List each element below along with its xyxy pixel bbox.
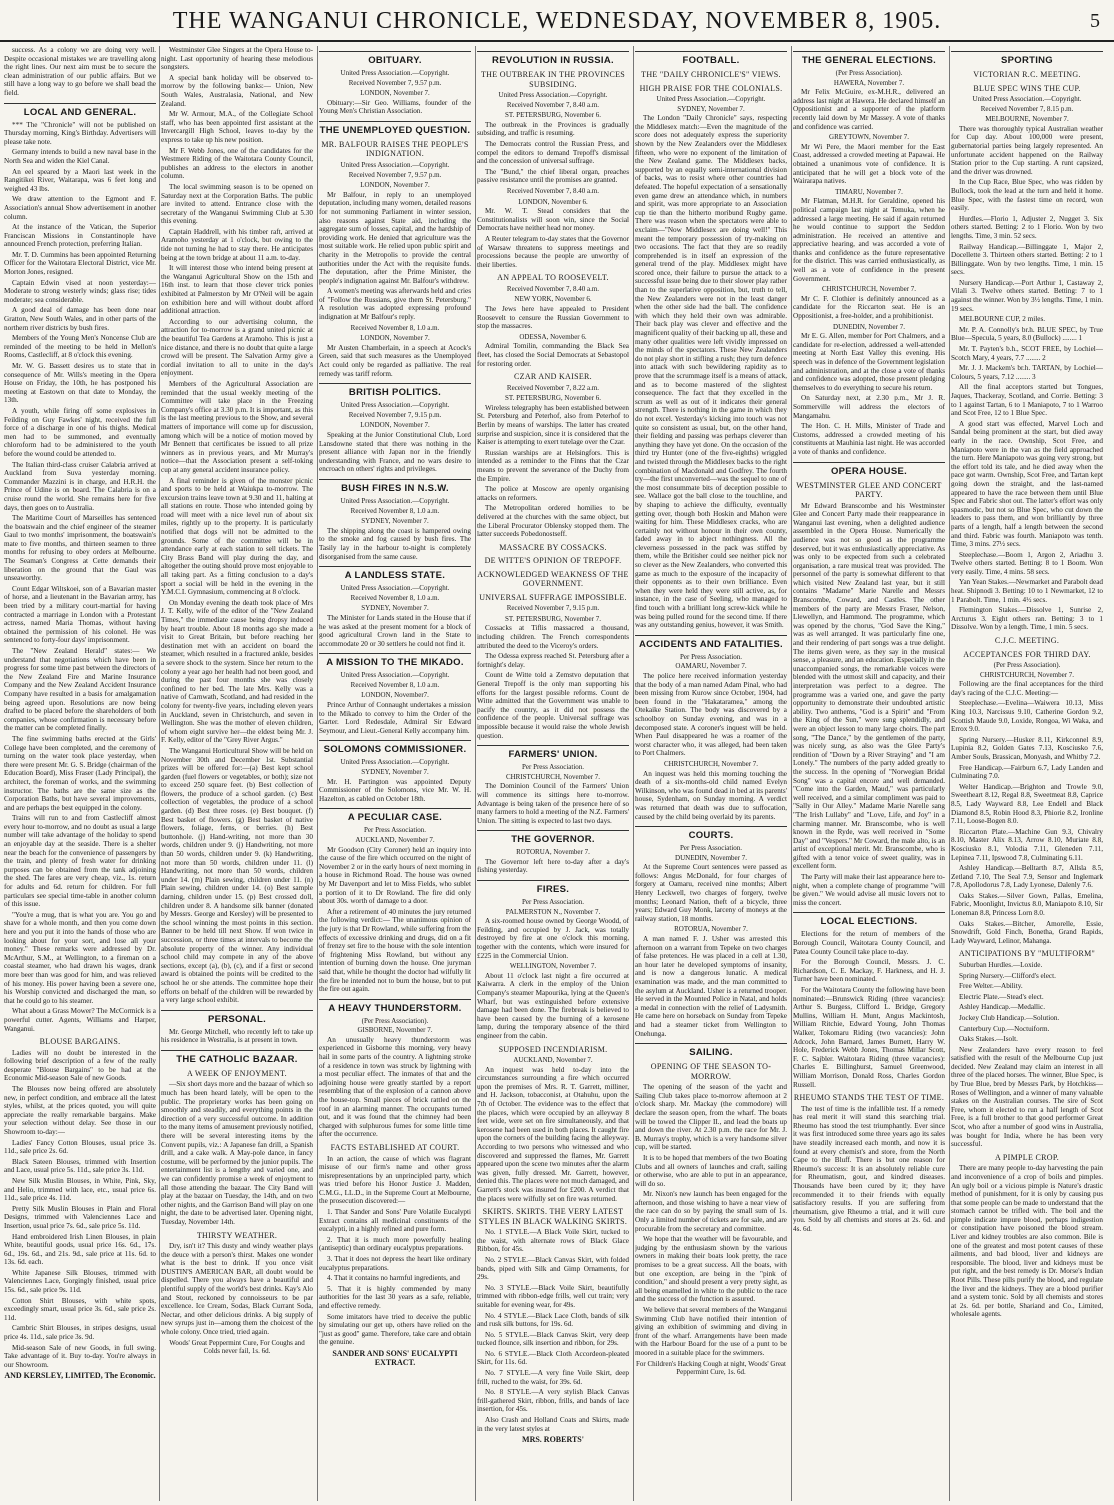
paragraph: The Odessa express reached St. Petersburg after a fortnight's delay. (477, 652, 629, 669)
advertisement-line: For Children's Hacking Cough at night, Woods' Great Peppermint Cure, 1s. 6d. (636, 1359, 786, 1377)
column-6 (793, 46, 945, 1501)
paragraph: Count Edgar Wiltskoei, son of a Bavarian master of horse, and a lieutenant in the Bavarian army, has been tried by a military court-martial for having contracted a marriage in London with a Protestant actress, named Maria Thomas, without having obtained the permission of his colonel. He was sentenced to forty-four days' imprisonment. (4, 584, 156, 645)
dateline-received: Received November 8, 1.0 a.m. (350, 323, 440, 332)
paragraph: Captain Haddrell, with his timber raft, arrived at Aramoho yesterday at 1 o'clock, but owing to the tide not turning he had to stay there. He anticipates being at the town bridge at about 11 a.m. to-day. (161, 227, 313, 262)
paragraph: Cambric Shirt Blouses, in stripes designs, usual price 4s. 11d., sale price 3s. 9d. (4, 1324, 156, 1342)
section-heading: OPERA HOUSE. (793, 462, 945, 477)
paragraph: The Jews here have appealed to President Roosevelt to censure the Russian Government to stop the massacres. (477, 304, 629, 331)
dateline-place: SYDNEY, November 7. (677, 104, 745, 113)
dateline-source: United Press Association.—Copyright. (340, 496, 450, 505)
dateline-place: TIMARU, November 7. (835, 187, 903, 196)
subheading: AN APPEAL TO ROOSEVELT. (497, 273, 609, 283)
subheading: ACKNOWLEDGED WEAKNESS OF THE GOVERNMENT. (477, 569, 629, 589)
dateline-source: Per Press Association. (679, 652, 743, 661)
dateline-received: Received November 7, 8.22 a.m. (506, 383, 600, 392)
paragraph: The Dominion Council of the Farmers' Union will commence its sittings here to-morrow. Advantage is being taken of the presence here of so many farmers to hold a meeting of the N.Z. Farmers' Union. The sitting is expected to last two days. (477, 782, 629, 825)
paragraph: No. 1 STYLE.—A Black Voile Skirt, tucked to the waist, with alternate rows of Black Glace Ribbon, for 45s. (477, 1228, 629, 1254)
paragraph: Canterbury Cup.—Noctuiform. (959, 1024, 1050, 1033)
dateline-received: Received November 7, 8.40 a.m. (506, 100, 600, 109)
paragraph: It will interest those who intend being present at the Wanganui Agricultural Show on the 15th and 16th inst. to learn that those clever trick ponies exhibited at Palmerston by Mr O'Neil will be again on exhibition here and will without doubt afford additional attraction. (161, 264, 313, 316)
section-heading: COURTS. (635, 826, 787, 841)
dateline-source: United Press Association.—Copyright. (340, 584, 450, 593)
paragraph: Mid-season Sale of new Goods, in full swing. Take advantage of it. Buy to-day. You're always in our Showroom. (4, 1343, 156, 1369)
advertisement-line: Woods' Great Peppermint Cure, For Coughs and Colds never fail, 1s. 6d. (169, 1338, 305, 1356)
paragraph: The police here received information yesterday that the body of a man named Adam Pinal, who had been missing from Kurow since October, 1904, had been found in the "Hakataramea," among the Otekaike Station. The body was discovered by a schoolboy on Sunday evening, and was in a decomposed state. A coroner's inquest will be held. When Paul disappeared he was a roamer of the worst character who, it was alleged, had been taken to Port Chalmers. (635, 672, 787, 758)
paragraph: Mr Edward Branscombe and his Westminster Glee and Concert Party made their reappearance in Wanganui last evening, when a delighted audience assembled in the Opera House. Numerically the audience was not so good as the programme deserved, but it was enthusiastically appreciative. As was only to be expected from such a celebrated organisation, a rare musical treat was provided. The personnel of the party is somewhat different to that which visited New Zealand last year, but it still contains "Madame" Marie Narelle and Messrs Branscombe, Coward, and Castles. The other members of the party are Messrs Fraser, Nelson, Llewellyn, and Hammond. The programme, which was opened by the chorus, "God Save the King," was as well arranged. It was particularly fine one, and their rendering of part songs was a true delight. The items given were, as they say in the musical sense, a pleasure, and an education. Especially in the unaccompanied songs, the remarkable voices were blended with the utmost skill and capacity, and their interpretation was perfect to a degree. The programme was a varied one, and gave the party opportunity to demonstrate their undoubted artistic ability. Two anthems, "God is a Spirit" and "From the King of the Sun," were sung splendidly, and were an object lesson to many large choirs. The part song, "The Dance," by the gentlemen of the party, was nicely sung, as also was the Glee Party's rendition of "Down by a River Straying" and "I am Lonely." The numbers of the party added greatly to the success. In the opening of "Norwegian Bridal Song" was a capital encore and well demanded. "Come into the Garden, Maud," was particularly well received, and a similar compliment was paid to "Sally in Our Alley." Madame Marie Narelle sang "The Irish Lullaby" and "Love, Life, and Joy" in a charming manner. Mr. Branscombe, who is well known in the Ryde, was well received in "Some Day" and "Vespers." Mr Coward, the male alto, is an artist of exceptional merit. Mr. Branscombe, who is gifted with a tenor voice of sweet quality, was in excellent form. (793, 501, 945, 871)
subheading: MR. BALFOUR RAISES THE PEOPLE'S INDIGNATION. (321, 139, 469, 159)
paragraph: A youth, while firing off some explosives in Feilding on Guy Fawkes' night, received the full force of a discharge in one of his thighs. Medical men had to be summoned, and eventually chloroform had to be administered to the youth before the wound could be attended to. (4, 406, 156, 458)
dateline-place: DUNEDIN, November 7. (675, 853, 747, 862)
dateline-place: OAMARU, November 7. (675, 662, 747, 671)
paragraph: Russian warships are at Helsingfors. This is intended as a reminder to the Finns that the Czar means to prevent the severance of the Duchy from the Empire. (477, 448, 629, 483)
dateline-place: ODESSA, November 6. (519, 332, 587, 341)
section-heading: BRITISH POLITICS. (319, 383, 471, 398)
paragraph: In the Cup Race, Blue Spec, who was ridden by Bullock, took the lead at the turn and held it home. Blue Spec, with the fastest time on record, won easily. (951, 178, 1103, 213)
paragraph: Trains will run to and from Castlecliff almost every hour to-morrow, and no doubt as usual a large number will take advantage of the holiday to spend an enjoyable day at the seaside. There is a shelter near the beach for the convenience of passengers by the train, and plenty of fresh water for drinking purposes can be obtained from the tank adjoining the shed. The fares are very cheap, viz., 1s. return for adults and 6d. return for children. For full particulars see special time-table in another column of this issue. (4, 814, 156, 909)
dateline-place: LONDON, November 7. (360, 334, 430, 343)
column-rule (791, 46, 792, 1501)
paragraph: Speaking at the Junior Constitutional Club, Lord Lansdowne stated that there was nothing in the present alliance with Japan nor in the friendly understanding with France, and no wars desire to encroach on others' rights and privileges. (319, 431, 471, 474)
paragraph: Ladies' Fancy Cotton Blouses, usual price 3s. 11d., sale price 2s. 6d. (4, 1138, 156, 1156)
paragraph: We hope that the weather will be favourable, and judging by the enthusiasm shown by the various owners in making their boats look pretty, the race promises to be a great success. All the boats, with but one exception, are being in the "pink of condition," and should present a very pretty sight, as all being enamelled in white to the public to the race and the success of the function is assured. (635, 1235, 787, 1304)
section-heading: LOCAL ELECTIONS. (793, 912, 945, 927)
paragraph: Mr. Nixon's new launch has been engaged for the afternoon, and those wishing to have a near view of the race can do so by paying the small sum of 1s. Only a limited number of tickets are for sale, and are procurable from the secretary and committee. (635, 1190, 787, 1233)
paragraph: Free Handicap.—Fairburn 6.7, Lady Landen and Culminating 7.0. (951, 763, 1103, 781)
subheading: A WEEK OF ENJOYMENT. (187, 1068, 287, 1078)
section-heading: SAILING. (635, 1043, 787, 1058)
paragraph: Spring Nursery.—Clifford's elect. (959, 971, 1056, 980)
paragraph: Mr. T. Payten's b.h., SCOT FREE, by Lochiel—Scotch Mary, 4 years, 7.7 ........ 2 (951, 345, 1103, 362)
paragraph: Spring Nursery.—Husker 8.11, Kirkconnel 8.9, Lupinia 8.2, Golden Gates 7.13, Kosciusko 7.6, Amber Souls, Brassican, Monyash, and Whitby 7.2. (951, 735, 1103, 761)
subheading: HIGH PRAISE FOR THE COLONIALS. (639, 83, 783, 93)
paragraph: The Blouses now being offered are absolutely new, in perfect condition, and embrace all the latest styles, whilst, at the prices quoted, you will quite appreciate the really remarkable bargains. Make your selection without delay. See those in our Showroom to-day:— (4, 1085, 156, 1136)
section-heading: LOCAL AND GENERAL. (4, 103, 156, 118)
dateline-source: United Press Association.—Copyright. (972, 95, 1082, 103)
dateline-place: GREYTOWN, November 7. (829, 133, 909, 142)
paragraph: A good start was effected, Marvel Loch and Sandal being prominent at the start, but died away early in the race. Ownship, Scot Free, and Maniapoto were in the van as the field approached the turn. Here Maniapoto was going very strong, but the effort told its tale, and he died away when the pace got warm. Ownship, Scot Free, and Tartan kept going down the straight, and the last-named appeared to have the race between them until Blue Spec and Fabric shot out. The latter's effort was only spasmodic, but not so Blue Spec, who cut down the leaders to pass them, and won brilliantly by three parts of a length, half a length between the second and third. Fabric was fourth. Maniapoto was tenth. Time, 3 mins. 27½ secs. (951, 419, 1103, 549)
masthead (0, 0, 1114, 42)
paragraph: No. 2 STYLE.—Black Canvas Skirt, with folded bands, piped with Silk and Gimp Ornaments, for 29s. (477, 1255, 629, 1282)
dateline-place: ROTORUA, November 7. (516, 848, 590, 857)
advertisement-line: AND KERSLEY, LIMITED, The Economic. (4, 1371, 156, 1381)
dateline-source: Per Press Association. (521, 763, 585, 772)
section-heading: PERSONAL. (161, 1010, 313, 1025)
dateline-place: SYDNEY, November 7. (361, 517, 429, 526)
dateline-source: United Press Association.—Copyright. (340, 160, 450, 169)
paragraph: On Monday evening the death took place of Mrs J. T. Kelly, wife of the editor of the "New Zealand Times," the immediate cause being dropsy induced by heart trouble. About 18 months ago she made a visit to Great Britain, but before reaching her destination met with an accident on board the steamer, which resulted in a fractured ankle, besides a severe shock to the system. Since her return to the colony a year ago her health had not been good, and during the past four months she was closely confined to her bed. The late Mrs. Kelly was a native of Carnwath, Scotland, and had resided in the colony for twenty-five years, including eleven years in Auckland, seven in Christchurch, and seven in Wellington. She was the mother of eleven children, of whom eight survive her—the eldest being Mr. J. F. Kelly, editor of the "Grey River Argus." (161, 598, 313, 745)
paragraph: Flemington Stakes.—Dissolve 1, Sunrise 2, Arcturus 3. Eight others ran. Betting: 3 to 1 Dissolve. Won by a length. Time, 1 min. 5 secs. (951, 606, 1103, 632)
paragraph: Admiral Tomilin, commanding the Black Sea fleet, has closed the Social Democrats at Sebastopol for restoring order. (477, 342, 629, 368)
section-heading: SOLOMONS COMMISSIONER. (319, 740, 471, 755)
paragraph: MELBOURNE CUP, 2 miles. (959, 315, 1046, 324)
subheading: THE OUTBREAK IN THE PROVINCES SUBSIDING. (480, 70, 626, 89)
column-1 (4, 46, 156, 1501)
paragraph: All the final acceptors started but Tongues, Jaques, Thackeray, Scotland, and Corrie. Betting: 3 to 1 against Tartan, 6 to 1 Maniapoto, 7 to 1 Warroo and Scot Free, 12 to 1 Blue Spec. (951, 383, 1103, 418)
paragraph: Oaks Stakes.—Bitcher, Amorelle, Essie, Snowdrift, Gold Finch, Bonetha, Grand Rapids, Lady Wayward, Lelinor, Mahanga. (951, 919, 1103, 945)
paragraph: No. 3 STYLE.—Black Voile Skirt, beautifully trimmed with ribbon-edge frills, well cut train; very suitable for evening wear, for 49s. (477, 1283, 629, 1309)
dateline-place: WELLINGTON, November 7. (509, 962, 597, 971)
paragraph: No. 4 STYLE.—Black Lace Cloth, bands of silk and rusk silk buttons, for 19s. 6d. (477, 1311, 629, 1329)
paragraph: *** The "Chronicle" will not be published on Thursday morning, King's Birthday. Advertisers will please take note. (4, 120, 156, 146)
section-heading: FARMERS' UNION. (477, 745, 629, 760)
paragraph: Mr. George Mitchell, who recently left to take up his residence in Westralia, is at present in town. (161, 1027, 313, 1045)
paragraph: Mr. H. Partington was appointed Deputy Commissioner of the Solomons, vice Mr. W. H. Hazelton, as cabled on October 18th. (319, 777, 471, 803)
paragraph: An unusually heavy thunderstorm was experienced in Gisborne this morning, very heavy hail in some parts of the country. A lightning stroke of a residence in town was struck by lightning with a most peculiar effect. The inmates of that and the adjoining house were greatly startled by a report resembling that of the explosion of a cannon above the house-top. Small pieces of brick rattled on the roof in an alarming manner. The occupants turned out, and it was found that the chimney had been charged with sulphurous fumes for some little time after the occurrence. (319, 1035, 471, 1139)
paragraph: Steeplechase.—Evelina—Waiwera 10.13, Miss King 10.3, Narcissus 9.10, Catherine Gordon 9.2, Scottish Maude 9.0, Loxide, Rongoa, Wi Waka, and Errox 9.0. (951, 699, 1103, 734)
paragraph: Yan Yean Stakes.—Newmarket and Parabolt dead heat. Shipnodi 3. Betting: 10 to 1 Newmarket, 12 to 1 Parabolt. Time, 1 min. 4½ secs. (951, 578, 1103, 604)
column-5 (635, 46, 787, 1501)
section-heading: ACCIDENTS AND FATALITIES. (635, 635, 787, 650)
section-heading: THE GENERAL ELECTIONS. (793, 51, 945, 66)
paragraph: No. 6 STYLE.—Black Cloth Accordeon-pleated Skirt, for 11s. 6d. (477, 1349, 629, 1367)
paragraph: Mr F. Webb Jones, one of the candidates for the Westmere Riding of the Waitotara County Council, publishes an address to the electors in another column. (161, 146, 313, 181)
paragraph: On Saturday next, at 2.30 p.m., Mr J. R. Sommerville will address the electors of Mangamahu. (793, 394, 945, 420)
paragraph: Cotton Shirt Blouses, with white spots, exceedingly smart, usual price 3s. 6d., sale price 2s. 11d. (4, 1296, 156, 1322)
dateline-place: CHRISTCHURCH, November 7. (821, 285, 917, 294)
paragraph: Germany intends to build a new naval base in the North Sea and widen the Kiel Canal. (4, 148, 156, 165)
paragraph: Mr Wi Pere, the Maori member for the East Coast, addressed a crowded meeting at Papawai. He obtained a unanimous vote of confidence. It is anticipated that he will get a block vote of the Wairarapa natives. (793, 142, 945, 186)
dateline-received: Received November 8, 1.0 a.m. (350, 506, 440, 515)
dateline-received: Received November 7, 9.15 p.m. (506, 604, 600, 613)
column-rule (317, 46, 318, 1501)
paragraph: A good deal of damage has been done near Gratton, New South Wales, and in other parts of the northern river districts by bush fires. (4, 306, 156, 332)
paragraph: No. 5 STYLE.—Black Canvas Skirt, very deep tucked flounce, silk insertion and ribbon, for 29s. (477, 1330, 629, 1348)
paragraph: A man named F. J. Usher was arrested this afternoon on a warrant from Tepeke on two charges of false pretences. He was placed in a cell at 1.30, an hour later he developed symptoms of insanity, and is now a dangerous lunatic. A medical examination was made, and the man committed to the asylum at Auckland. Usher is a returned trooper. He served in the Mounted Police in Natal, and holds a medal in connection with the relief of Ladysmith. He came here on horseback on Sunday from Tepeke and had a steamer ticket from Wellington to Onehunga. (635, 935, 787, 1038)
paragraph: A final reminder is given of the monster picnic and sports to be held at Waiukpa to-morrow. The excursion trains leave town at 9.30 and 11, halting at all stations en route. Those who intended going by road will meet with a nice level run of about six miles, rightly up to the property. It is particularly notified that dogs will not be admitted to the grounds. Some of the committee will be in attendance early at each station to sell tickets. The City Brass Band will play during the day, and altogether the outing should prove most enjoyable to all taking part. As a fitting conclusion to a day's sport a social will be held in the evening in the Y.M.C.I. Gymnasium, commencing at 8 o'clock. (161, 476, 313, 597)
paragraph: For the Waitotara County the following have been nominated:—Brunswick Riding (three vacancies): Arthur S. Burgess, Clifford L. Bridge, Gregory Mullins, William H. Munt, Angus Mackintosh, William Ritchie, Edward Young, John Thomas Walker, Tokomaru Riding (two vacancies): John Adcock, John Barnard, James Burnett, Harry W. Hole, Frederick Webb Jones, Thomas Millar Scott, F. C. Sajbler. Waitotara Riding (three vacancies): Charles E. Billinghurst, Samuel Greenwood, William Morrison, Donald Ross, Charles Gordon Russell. (793, 986, 945, 1089)
section-heading: A PECULIAR CASE. (319, 808, 471, 823)
paragraph: Mr. P. A. Connolly's br.h. BLUE SPEC, by True Blue—Specula, 5 years, 8.0 (Bullock) ........ 1 (951, 325, 1103, 343)
column-rule (633, 46, 634, 1501)
paragraph: Black Sateen Blouses, trimmed with Insertion and Lace, usual price 5s. 11d., sale price 3s. 11d. (4, 1157, 156, 1175)
paragraph: Steeplechase.—Boom 1, Argon 2, Ariadhu 3. Twelve others started. Betting: 8 to 1 Boom. Won very easily. Time, 4 mins. 58 secs. (951, 550, 1103, 576)
paragraph: Oaks Stakes.—Silver Gown, Pallas, Emelina, Fabric, Moonlight, Invictus 8.0, Maniapoto 8.10, Sir Loneman 8.8, Princess Lorn 8.0. (951, 891, 1103, 918)
paragraph: Mr C. F. Clothier is definitely announced as a candidate for the Riccarton seat. He is an Oppositionist, a free-holder, and a prohibitionist. (793, 294, 945, 321)
dateline-received: Received November 7, 9.57 p.m. (348, 170, 442, 179)
dateline-source: (Per Press Association). (361, 1016, 429, 1025)
columns-container (4, 46, 1110, 1501)
paragraph: There are many people to-day harvesting the pain and inconvenience of a crop of boils and pimples. An ugly boil or a vicious pimple is Nature's drastic method of punishment, for it is only by causing pus that some people can be made to understand that the stomach cannot be trifled with. The boil and the pimple indicate impure blood, perhaps indigestion or constipation have poisoned the blood stream. Liver and kidney troubles are also common. Bile is one of the greatest and most potent causes of these ailments, and bad blood, liver and kidneys are responsible. The blood, liver and kidneys must be put right, and the best remedy is Dr. Morse's Indian Root Pills. These pills purify the blood, and regulate the liver and the kidneys. They are a blood purifier and a system tonic. Sold by all chemists and stores at 2s. 6d. per bottle, Shariand and Co., Limited, wholesale agents. (951, 1164, 1103, 1319)
subheading: THE "DAILY CHRONICLE'S" VIEWS. (641, 70, 781, 79)
dateline-received: Received November 7, 9.57 p.m. (348, 78, 442, 87)
paragraph: Westminster Glee Singers at the Opera House to-night. Last opportunity of hearing these melodious songsters. (161, 46, 313, 72)
paragraph: Mr. T. D. Cummins has been appointed Returning Officer for the Waitotara Electoral District, vice Mr. Morton Jones, resigned. (4, 250, 156, 277)
column-rule (475, 46, 476, 1501)
dateline-source: Per Press Association. (679, 844, 743, 853)
subheading: DE WITTE'S OPINION OF TREPOFF. (484, 556, 622, 566)
dateline-place: MELBOURNE, November 7. (985, 115, 1069, 124)
paragraph: 4. That it contains no harmful ingredients, and (327, 1274, 461, 1283)
paragraph: The Metropolitan ordered homilies to be delivered at the churches with the same object, but the Liberal Procurator Oblensky stopped them. The latter succeeds Pobedonostseff. (477, 504, 629, 539)
paragraph: What about a Grass Mower? The McCormick is a powerful cutter. Agents, Williams and Harper, Wanganui. (4, 1007, 156, 1033)
section-heading: FIRES. (477, 880, 629, 895)
paragraph: For the Borough Council, Messrs. J. C. Richardson, C. E. Mackay, F. Harkness, and H. J. Turner have been nominated. (793, 958, 945, 984)
section-heading: FOOTBALL. (635, 51, 787, 66)
paragraph: Dry, isn't it? This dusty and windy weather plays the deuce with a person's thirst. Makes one wonder what is the best to drink. If you once visit DUSTIN'S AMERICAN BAR, all doubt would be dispelled. There you always have a beautiful and plentiful supply of the world's best drinks. Kay's Alo and Stout, reckoned by connoisseurs to be par excellence. Ice Cream, Sodas, Black Currant Soda, Nectar, and other delicious drinks. A big supply of new syrups just in—among them the choicest of the whole colony. Once tried, tried again. (161, 1242, 313, 1336)
subheading: THIRSTY WEATHER. (196, 1230, 278, 1240)
paragraph: After a retirement of 40 minutes the jury returned the following verdict:— The unanimous opinion of the jury is that Dr Rowland, while suffering from the effects of excessive drinking and drugs, did on a fit of frenzy set fire to the house with the sole intention of frightening Miss Rowland, but without any intention of burning down the house. One juryman said that, while he thought the doctor had wilfully lit the fire he intended not to burn the house, but to put the fire out again. (319, 907, 471, 994)
paragraph: At the Supreme Court sentences were passed as follows: Angus McDonald, for four charges of forgery at Oamaru, received nine months; Albert Henry Leckwell, two charges of forgery, twelve months; Leonard Nation, theft of a bicycle, three years; Edward Guy Monk, larceny of moneys at the railway station, 18 months. (635, 863, 787, 923)
paragraph: 3. That it does not depress the heart like ordinary eucalyptus preparations. (319, 1255, 471, 1272)
paragraph: The police at Moscow are openly organising attacks on reformers. (477, 485, 629, 502)
paragraph: 5. That it is highly commended by many authorities for the last 30 years as a safe, reliable, and effective remedy. (319, 1284, 471, 1310)
subheading: SKIRTS. SKIRTS. THE VERY LATEST STYLES IN BLACK WALKING SKIRTS. (478, 1207, 628, 1226)
dateline-source: Per Press Association. (363, 826, 427, 835)
paragraph: A six-roomed house owned by George Woodd, of Feilding, and occupied by J. Jack, was totally destroyed by fire at one o'clock this morning, together with the contents, which were insured for £225 in the Commercial Union. (477, 917, 629, 960)
paragraph: A Reuter telegram to-day states that the Governor of Warsaw threatens to suppress meetings and processions because the people are unworthy of their liberties. (477, 234, 629, 269)
dateline-place: CHRISTCHURCH, November 7. (979, 670, 1075, 679)
section-heading: A HEAVY THUNDERSTORM. (319, 999, 471, 1014)
dateline-place: LONDON, November 7. (360, 89, 430, 98)
paragraph: Mr E. G. Allen, member for Port Chalmers, and a candidate for re-election, addressed a well-attended meeting at North East Valley this evening. His speech was in defence of the Government legislation and administration, and at the close a vote of thanks and confidence was adopted, those present pledging themselves to do everything to secure his return. (793, 332, 945, 392)
dateline-source: United Press Association.—Copyright. (340, 671, 450, 680)
paragraph: "You're a mug, that is what you are. You go and shave for a whole month, and then you come down here and you put it into the hands of those who are looking about for your sort, and lose all your money." These remarks were addressed by Dr. McArthur, S.M., at Wellington, to a fireman on a coastal steamer, who had drawn his wages, drank more beer than was good for him, and was relieved of his money. His power having been a severe one, his Worship convicted and discharged the man, so that he could go to his steamer. (4, 910, 156, 1005)
paragraph: Ashley Handicap.—Belltarth 8.7, Allsla 8.5, Zetland 7.10, The Seal 7.9, Sensor and Inglemark 7.8, Apollodorus 7.8, Lady Lyonese, Dalenly 7.6. (951, 864, 1103, 890)
column-rule (159, 46, 160, 1501)
dateline-place: ROTORUA, November 7. (674, 925, 748, 934)
paragraph: At the instance of the Vatican, the Superior Franciscan Missions in Constantinople have announced French protection, preferring Italian. (4, 223, 156, 249)
paragraph: Elections for the return of members of the Borough Council, Waitotara County Council, and Patea County Council take place to-day. (793, 930, 945, 956)
paragraph: Mr. W. T. Stead considers that the Constitutionalists will soon win, since the Social Democrats have neither head nor money. (477, 207, 629, 233)
dateline-received: Received November 7, 8.40 a.m. (506, 284, 600, 293)
paragraph: Mr Goodson (City Coroner) held an inquiry into the cause of the fire which occurred on the night of November 2 or in the early hours of next morning in a house in Richmond Road. The house was owned by Mr Davenport and let to Miss Fields, who sublet a portion of it to Dr Rowland. The fire did only about 30s. worth of damage to a door. (319, 845, 471, 906)
subheading: C.J.C. MEETING. (994, 636, 1060, 646)
paragraph: Count de Witte told a Zemstvo deputation that General Trepoff is the only man supporting his efforts for the largest possible reforms. Count de Witte admitted that the Government was unable to pacify the country, as it did not possess the confidence of the people. Universal suffrage was impossible because it would raise the whole Jewish question. (477, 671, 629, 740)
paragraph: Wireless telegraphy has been established between St. Petersburg and Peterhof, also from Peterhof to Berlin by means of warships. The latter has created surprise and suspicion, since it is considered that the Kaiser is attempting to exert tutelage over the Czar. (477, 403, 629, 447)
paragraph: New Silk Muslin Blouses, in White, Pink, Sky, and Helio, trimmed with lace, etc., usual price 6s. 11d., sale price 4s. 11d. (4, 1176, 156, 1203)
paragraph: Captain Edwin vised at noon yesterday:—Moderate to strong westerly winds; glass rise; tides moderate; sea considerable. (4, 278, 156, 304)
paragraph: White Japanese Silk Blouses, trimmed with Valenciennes Lace, Gorgingly finished, usual price 15s. 6d., sale price 9s. 11d. (4, 1268, 156, 1295)
paragraph: Cossacks at Tiflis massacred a thousand, including children. The French correspondents attributed the deed to the Viceroy's orders. (477, 624, 629, 650)
paragraph: Jockey Club Handicap.—Solution. (959, 1013, 1060, 1022)
dateline-source: United Press Association.—Copyright. (656, 95, 766, 103)
paragraph: An inquest was held to-day into the circumstances surrounding a fire which occurred upon the premises of Mrs. R. T. Garrett, milliner, and H. Jackson, tobacconist, at Otahuhu, upon the 7th of October. The evidence was to the effect that the places, which were occupied by an alleyway 8 feet wide, were set on fire simultaneously, and that kerosene had been used in both places. It caught fire upon the corners of the building facing the alleyway. According to two persons who witnessed and who discovered and suppressed the flames, Mr. Garrett appeared upon the scene two minutes after the alarm was given, fully dressed. Mr. Garrett, however, denied this. The places were not much damaged, and Garrett's stock was insured for £200. A verdict that the places were wilfully set on fire was returned. (477, 1065, 629, 1203)
subheading: CZAR AND KAISER. (514, 372, 592, 382)
section-heading: REVOLUTION IN RUSSIA. (477, 51, 629, 66)
paragraph: Prince Arthur of Connaught undertakes a mission to the Mikado to convey to him the Order of the Garter. Lord Redesdale, Admiral Sir Edward Seymour, and Lieut.-General Kelly accompany him. (319, 701, 471, 735)
paragraph: 2. That it is much more powerfully healing (antiseptic) than ordinary eucalyptus preparations. (319, 1235, 471, 1253)
dateline-received: Received November 7, 9.15 p.m. (348, 410, 442, 419)
paragraph: There was thoroughly typical Australian weather for Cup day. About 100,000 were present, gubernatorial parties being largely represented. An unfortunate accident happened on the Railway Station prior to the Cup starting. A runt capsized, and the driver was drowned. (951, 124, 1103, 176)
section-heading: A LANDLESS STATE. (319, 566, 471, 581)
paragraph: —Six short days more and the bazaar of which so much has been heard lately, will be open to the public. The proprietary works has been going on smoothly and steadily, and everything points in the direction of a very successful outcome. In addition to the many items of amusement previously notified, there will be several interesting items by the Convent pupils, viz.: A Japanese fan drill, a Spanish drill, and a cake walk. A May-pole dance, in fancy costume, will be performed by the junior pupils. The entertainment list is a lengthy and varied one, and we can confidently promise a week of enjoyment to all those attending the bazaar. The City Band will play at the bazaar on Tuesday, the 14th, and on two other nights, and the Garrison Band will play on one night, the date to be advertised later. Opening night, Tuesday, November 14th. (161, 1080, 313, 1226)
paragraph: The Italian third-class cruiser Calabria arrived at Auckland from Suva yesterday morning. Commander Mazzini is in charge, and H.R.H. the Prince of Udine is on board. The Calabria is on a cruise round the world. She remains here for five days, then goes on to Australia. (4, 460, 156, 512)
dateline-place: LONDON, November 7. (360, 181, 430, 190)
dateline-place: DUNEDIN, November 7. (833, 322, 905, 331)
paragraph: Members of the Young Men's Noncense Club are reminded of the meeting to be held in Mellon's Rooms, Castlecliff, at 8 o'clock this evening. (4, 334, 156, 360)
paragraph: Mr. J. J. Mackem's br.h. TARTAN, by Lochiel—Colours, 5 years, 7.12 ........ 3 (951, 364, 1103, 381)
paragraph: Mr Felix McGuire, ex-M.H.R., delivered an address last night at Hawera. He declared himself an Oppositionist and a supporter of the platform recently laid down by Mr Massey. A vote of thanks and confidence was carried. (793, 88, 945, 131)
paragraph: The test of time is the infallible test. If a remedy has real merit it will stand this searching trial. Rheumo has stood the test triumphantly. Ever since it was first introduced some three years ago its sales have steadily increased each month, and now it is found at every chemist's and store, from the North Cape to the Bluff. There is but one reason for Rheumo's success: It is an absolutely reliable cure for Rheumatism, gout, and kindred diseases. Thousands have been cured by it; they have recommended it to their friends with equally satisfactory results. If you are suffering from rheumatism, give Rheumo a trial, and it will cure you. Sold by all chemists and stores at 2s. 6d. and 4s. 6d. (793, 1104, 945, 1233)
page-number: 5 (1090, 10, 1100, 32)
column-rule (949, 46, 950, 1501)
paragraph: Ladies will no doubt be interested in the following brief description of a few of the really desperate "Blouse Bargains" to be had at the Economic Mid-season Sale of new Goods. (4, 1048, 156, 1083)
paragraph: Mr. W. G. Bassett desires us to state that in consequence of Mr. Wills's meeting in the Opera House on Friday, the 10th, he has postponed his meeting at Eastown on that date to Monday, the 13th. (4, 362, 156, 405)
dateline-place: ST. PETERSBURG, November 7. (505, 614, 601, 623)
paragraph: It is to be hoped that members of the two Boating Clubs and all owners of launches and craft, sailing or otherwise, who are able to put in an appearance, will do so. (635, 1153, 787, 1188)
paragraph: No. 8 STYLE.—A very stylish Black Canvas frill-gathered Skirt, ribbon, frills, and bands of lace insertion, for 45s. (477, 1388, 629, 1414)
paragraph: Mr Balfour, in reply to an unemployed deputation, including many women, detailed reasons for not summoning Parliament in winter session, also reasons against State aid, including the aggregate sum of losses, capital, and the hardship of providing work. He denied that agriculture was the most suitable work. He relied upon public spirit and charity in the Metropolis to provide the central authorities under the Act with the requisite funds. The deputation, after the Prime Minister, the people's indignation against Mr. Balfour's withdrew. (319, 190, 471, 285)
paragraph: Free Welter.—Ability. (959, 982, 1023, 991)
masthead-title: THE WANGANUI CHRONICLE, WEDNESDAY, NOVEMBER 8, 1905. (172, 8, 942, 34)
paragraph: An inquest was held this morning touching the death of a six-months-old child named Evelyn Wilkinson, who was found dead in bed at its parents' house, Sydenham, on Sunday morning. A verdict was returned that death was due to suffocation, caused by the child being overlaid by its parents. (635, 769, 787, 821)
paragraph: Ashley Handicap.—Medallic. (959, 1003, 1046, 1012)
paragraph: New Zealanders have every reason to feel satisfied with the result of the Melbourne Cup just decided. New Zealand may claim an interest in all three of the placed horses. The winner, Blue Spec, is by True Blue, bred by Messrs Park, by Hotchkiss—Roses of Wellington, and a winner of many valuable stakes on the Australian courses. The sire of Scot Free, whom it elected to run a half length of Scot Free, is a full brother to that good performer Great Scot, who after a number of good wins in Australia, was bought for India, where he has been very successful. (951, 1045, 1103, 1149)
subheading: BLUE SPEC WINS THE CUP. (973, 83, 1081, 93)
paragraph: We believe that several members of the Wanganui Swimming Club have notified their intention of giving an exhibition of swimming and diving in front of the wharf. Arrangements have been made with the Harbour Board for the use of a punt to be moored in a suitable place for the swimmers. (635, 1306, 787, 1357)
paragraph: According to our advertising column, the attraction for to-morrow is a grand united picnic at the beautiful Tea Gardens at Aramoho. This is just a nice distance, and there is no doubt that quite a large crowd will be present. The Salvation Army give a cordial invitation to all to unite in the day's enjoyment. (161, 317, 313, 378)
subheading: FACTS ESTABLISHED AT COURT. (330, 1143, 460, 1152)
section-heading: SPORTING (951, 51, 1103, 66)
paragraph: The local swimming season is to be opened on Saturday next at the Corporation Baths. The public are invited to attend. Entrance close with the secretary of the Wanganui Swimming Club at 5.30 this evening. (161, 182, 313, 226)
subheading: MASSACRE BY COSSACKS. (499, 542, 607, 552)
paragraph: Riccarton Plate.—Machine Gun 9.3, Chivalry 8.10, Master Alix 8.13, Arrow 8.10, Muriate 8.8, Kosciusko 8.1, Volodia 7.11, Gleneden 7.11, Lepinea 7.11, Ipswood 7.8, Culminating 6.11. (951, 827, 1103, 862)
paragraph: The shipping along the coast is hampered owing to the smoke and fog caused by bush fires. The Tasily lay in the harbour to-night is completely disorganised from the same cause. (319, 526, 471, 561)
paragraph: A special bank holiday will be observed to-morrow by the following banks:— Union, New South Wales, Australasia, National, and New Zealand. (161, 73, 313, 108)
dateline-place: LONDON, November 6. (518, 197, 588, 206)
paragraph: Members of the Agricultural Association are reminded that the usual weekly meeting of the Committee will take place in the Freezing Company's office at 3.30 p.m. It is important, as this is the last meeting previous to the Show, and several matters of importance will come up for discussion, among which will be a notice of motion moved by Mr Bennett that certificates be issued to all prize winners as in previous years, and Mr Murray's notice—that the Association present a self-toking cup at any general accident insurance policy. (161, 379, 313, 474)
dateline-place: AUCKLAND, November 7. (355, 836, 435, 844)
paragraph: The Democrats control the Russian Press, and compel the editors to demand Trepoff's dismissal and the concession of universal suffrage. (477, 139, 629, 166)
paragraph: We draw attention to the Egmont and F. Association's annual Show advertisement in another column. (4, 195, 156, 221)
dateline-source: United Press Association.—Copyright. (340, 401, 450, 410)
advertisement-line: SANDER AND SONS' EUCALYPTI EXTRACT. (332, 1348, 458, 1367)
section-heading: OBITUARY. (319, 51, 471, 66)
paragraph: Hurdles.—Florio 1, Adjuster 2, Nugget 3. Six others started. Betting: 2 to 1 Florio. Won by two lengths. Time, 3 min. 52 secs. (951, 214, 1103, 240)
dateline-source: United Press Association.—Copyright. (498, 91, 608, 99)
paragraph: The London "Daily Chronicle" says, respecting the Middlesex match:—Even the magnitude of the score does not adequately express the superiority shown by the New Zealanders over the Middlesex fifteen, who were no exponent of the limitation of the New Zealand game. The Middlesex backs, supported by an equally semi-international division of backs, was to resist where other countries had defeated. The hopeful expectation of a sensationally even game drew an attendance which, in numbers and spirit, was more appropriate to an Association cup tie than the hitherto moribund Rugby game. There was reason when the spectators were able to exclaim—"Now Middlesex are doing well!" This meant the temporary possession of try-making on two occasions. The fact that they are so readily comprehended is in itself an expression of the general trend of the play. Middlesex might have scored once, their failure to pursue the attack to a successful issue being due to their slower play rather than to the superlative opposition, but, truth to tell, the New Zealanders were not in the least danger when the other side had the ball. The confidence with which they held their own was admirable. Their back play was clever and effective and the magnificent quality of their backing up all, these and many other qualities were left vividly impressed on the minds of the spectators. These New Zealanders do not play short in stifling a rush; they turn defence into attack with such bewildering rapidity as to prove that the scrummage itself is a means of attack, and as to become mastered of the slightest consequence. The fact that they excelled in the scrum as well as out of it indicates their general strength. There is nothing in the game in which they do not excel. Yesterday's kicking into touch was not quite so consistent as usual, but, on the other hand, their fielding and passing was perhaps cleverer than anything they have yet done. On the occasion of the third try Hunter (one of the five-eighths) wriggled and twisted through the Middlesex backs to the right combination of Macdonald and Godfrey. The fourth try—the first unconverted—was the sequel to one of the most consummate bits of deception possible to see. Wallace got the ball close to the touchline, and by shaping to achieve the difficulty, eventually getting over, though both Hoskin and Mahon were waiting for him. These Middlesex cracks, who are certainly not without honour in their own county, faded away in to abject nothingness. All the cleverness possessed in the pack was stiffed by them, while the Britisher could see neither pick nor so clever as the New Zealanders, who converted this game as much to the exposure of the incapacity of their opponents as to their own brilliance. Even when they were held they were still active, as, for instance, in the case of Seeling, who managed to find touch with a brilliant long screw-kick while he was being pulled round for the second time. If there was any outstanding genius, however, it was Smith. (635, 114, 787, 630)
paragraph: Following are the final acceptances for the third day's racing of the C.J.C. Meeting:— (951, 680, 1103, 697)
paragraph: Pretty Silk Muslin Blouses in Plain and Floral Designs, trimmed with Valenciennes Lace and Insertion, usual price 7s. 6d., sale price 5s. 11d. (4, 1204, 156, 1230)
dateline-place: ST. PETERSBURG, November 6. (505, 111, 601, 120)
paragraph: Railway Handicap.—Billinggate 1, Major 2, Docellette 3. Thirteen others started. Betting: 2 to 1 Billinggate. Won by two lengths. Time, 1 min. 15 secs. (951, 242, 1103, 277)
dateline-place: LONDON, November7. (361, 691, 429, 700)
column-7 (951, 46, 1103, 1501)
paragraph: No. 7 STYLE.—A very fine Voile Skirt, deep frill, ruched to the waist, for 39s. 6d. (477, 1369, 629, 1386)
section-heading: THE CATHOLIC BAZAAR. (161, 1050, 313, 1065)
advertisement-line: MRS. ROBERTS' (522, 1435, 584, 1445)
paragraph: The Wanganui Horticultural Show will be held on November 30th and December 1st. Substantial prizes will be offered for:—(a) Best kept school garden (fuel flowers or vegetables, or both); size not to exceed 250 square feet. (b) Best collection of flowers, the produce of a school garden. (c) Best collection of vegetables, the produce of a school garden. (d) Best three roses. (e) Best bouquet. (f) Best basket of flowers. (g) Best basket of native flowers, foliage, ferns, or berries. (h) Best buttonhole. (j) Hand-writing, not more than 30 words, children under 9. (j) Handwriting, not more than 50 words, children under 9. (k) Handwriting, not more than 50 words, children under 11. (l) Handwriting, not more than 50 words, children under 14. (m) Plain sewing, children under 11. (n) Plain sewing, children under 14. (o) Best sample darning, children under 15. (p) Best crossed doll, children under 8. A handsome silk banner (donated by Messrs. George and Kersley) will be presented to the school winning the most points in this section. Banner to be held till next Show. If won twice in succession, or three times at intervals to become the absolute property of the winner. Any individual school child may compete in any of the above sections, except (a), (b), (c), and if a first or second award is obtained the points will be credited to the school he or she attends. The committee hope their efforts on behalf of the children will be rewarded by a very large school exhibit. (161, 746, 313, 1005)
dateline-place: SYDNEY, November 7. (361, 768, 429, 777)
dateline-place: LONDON, November 7. (360, 421, 430, 430)
subheading: UNIVERSAL SUFFRAGE IMPOSSIBLE. (479, 592, 627, 602)
dateline-source: (Per Press Association). (993, 661, 1061, 670)
dateline-place: NEW YORK, November 6. (514, 295, 592, 304)
paragraph: Mr Flatman, M.H.R. for Geraldine, opened his political campaign last night at Temuka, when he addressed a large meeting. He said if again returned he would continue to support the Seddon administration. He received an attentive and appreciative hearing, and was accorded a vote of thanks and confidence as the future representative for the district. This was carried enthusiastically, as well as a vote of confidence in the present Government. (793, 197, 945, 283)
dateline-place: SYDNEY, November 7. (361, 604, 429, 613)
paragraph: Welter Handicap.—Brighton and Trowle 9.0, Sweetheart 8.12, Regal 8.8, Sweetmeat 8.8, Caprice 8.5, Lady Wayward 8.8, Lee Endell and Black Diamond 8.5, Robin Hood 8.3, Phiorie 8.2, Ironline 7.11, Loose-Bogen 8.0. (951, 782, 1103, 826)
paragraph: Mr Austen Chamberlain, in a speech at Acock's Green, said that such measures as the Unemployed Act could only be regarded as palliative. The real remedy was tariff reform. (319, 343, 471, 378)
section-heading: A MISSION TO THE MIKADO. (319, 653, 471, 668)
paragraph: Nursery Handicap.—Port Arthur 1, Castaway 2, Vilali 3. Twelve others started. Betting: 7 to 1 against the winner. Won by 3½ lengths. Time, 1 min. 19 secs. (951, 278, 1103, 313)
dateline-source: Per Press Association. (521, 898, 585, 907)
section-heading: THE UNEMPLOYED QUESTION. (319, 121, 471, 136)
paragraph: In an action, the cause of which was flagrant misuse of our firm's name and other gross misrepresentations by an unprincipled party, which was tried before his Honor Justice J. Madden, C.M.G., LL.D., in the Supreme Court at Melbourne, the prosecution discovered:— (319, 1154, 471, 1206)
paragraph: Suburban Hurdles.—Loxide. (959, 960, 1043, 969)
section-heading: BUSH FIRES IN N.S.W. (319, 479, 471, 494)
paragraph: The fine swimming baths erected at the Girls' College have been completed, and the ceremony of turning on the water took place yesterday, when there were present Mr. G. S. Bridge (chairman of the Education Board), Miss Fraser (Lady Principal), the architect, the foreman of works, and the swimming instructor. The baths are the same size as the Corporation Baths, but have several improvements, and are perhaps the best equipped in the colony. (4, 734, 156, 812)
dateline-place: CHRISTCHURCH, November 7. (663, 759, 759, 768)
paragraph: The opening of the season of the yacht and Sailing Club takes place to-morrow afternoon at 2 o'clock sharp. Mr. Mackay (the commodore) will declare the season open, from the wharf. The boats will be towed the Clipper II., and lead the boats up and down the river. At 2.30 p.m. the race for Mr. J. B. Murray's trophy, which is a very handsome silver cup, will be started. (635, 1083, 787, 1152)
paragraph: Mr W. Armour, M.A., of the Collegiate School staff, who has been appointed first assistant at the Invercargill High School, leaves to-day by the express to take up his new position. (161, 110, 313, 144)
paragraph: Oaks Stakes.—Isolt. (959, 1035, 1018, 1044)
paragraph: Also Crash and Holland Coats and Skirts, made in the very latest styles at (477, 1416, 629, 1433)
paragraph: An eel speared by a Maori last week in the Rangitikei River, Waitarapa, was 6 feet long and weighed 43 lbs. (4, 167, 156, 193)
dateline-place: AUCKLAND, November 7. (513, 1056, 593, 1065)
dateline-place: ST. PETERSBURG, November 6. (505, 394, 601, 403)
paragraph: The Maritime Court of Marseilles has sentenced the boatswain and the chief engineer of the steamer Gaul to two months' imprisonment, the boatswain's mate to five months, and thirteen seamen to three months for refusing to obey orders at Melbourne. The Seaman's Congress at Cette demands their liberation on the ground that the Gaul was unseaworthy. (4, 514, 156, 583)
subheading: ANTICIPATIONS BY "MULTIFORM" (958, 949, 1096, 959)
column-4 (477, 46, 629, 1501)
dateline-place: CHRISTCHURCH, November 7. (505, 772, 601, 781)
dateline-received: Received November 7, 8.15 p.m. (980, 104, 1074, 113)
dateline-source: United Press Association.—Copyright. (340, 758, 450, 767)
dateline-received: Received November 8, 1.0 a.m. (350, 680, 440, 689)
paragraph: Hand embroidered Irish Linen Blouses, in plain White, beautiful goods, usual price 16s. 6d., 17s. 6d., 19s. 6d., and 21s. 9d., sale price at 11s. 6d. to 13s. 6d. each. (4, 1232, 156, 1267)
dateline-received: Received November 7, 8.40 a.m. (506, 186, 600, 195)
subheading: WESTMINSTER GLEE AND CONCERT PARTY. (796, 480, 942, 500)
dateline-place: GISBORNE, November 7. (357, 1026, 433, 1035)
paragraph: About 11 o'clock last night a fire occurred at Kaiwarra. A clerk in the employ of the Union Company's steamer Mapourika, lying at the Queen's Wharf, but was extinguished before extensive damage had been done. The firebreak is believed to have been caused by the burning of a kerosene lamp, during the temporary absence of the third engineer from the cabin. (477, 971, 629, 1040)
paragraph: The Hon. C. H. Mills, Minister of Trade and Customs, addressed a crowded meeting of his constituents at Mauhinia last night. He was accorded a vote of thanks and confidence. (793, 422, 945, 456)
column-3 (319, 46, 471, 1501)
subheading: VICTORIAN R.C. MEETING. (973, 70, 1081, 79)
subheading: SUPPOSED INCENDIARISM. (498, 1044, 608, 1054)
subheading: OPENING OF THE SEASON TO-MORROW. (650, 1062, 772, 1081)
paragraph: A women's meeting was afterwards held and cries of "Follow the Russians, give them St. Petersburg." A resolution was adopted expressing profound indignation at Mr Balfour's reply. (319, 287, 471, 322)
subheading: BLOUSE BARGAINS. (39, 1037, 121, 1047)
dateline-source: United Press Association.—Copyright. (340, 69, 450, 77)
paragraph: Obituary:—Sir Geo. Williams, founder of the Young Men's Christian Association. (319, 98, 471, 116)
subheading: RHEUMO STANDS THE TEST OF TIME. (793, 1093, 945, 1103)
dateline-place: HAWERA, November 7. (833, 78, 905, 87)
dateline-received: Received November 8, 1.0 a.m. (350, 593, 440, 602)
dateline-place: PALMERSTON N., November 7. (505, 907, 601, 916)
section-heading: THE GOVERNOR. (477, 830, 629, 845)
paragraph: Some imitators have tried to deceive the public by simulating our get up, others have relied on the "just as good" game. Therefore, take care and obtain the genuine. (319, 1312, 471, 1347)
paragraph: 1. That Sander and Sons' Pure Volatile Eucalypti Extract contains all medicinal constituents of the eucalypti, in a highly refined and pure form. (319, 1208, 471, 1234)
paragraph: The Governor left here to-day after a day's fishing yesterday. (477, 857, 629, 875)
paragraph: Electric Plate.—Stead's elect. (959, 992, 1044, 1001)
column-2 (161, 46, 313, 1501)
paragraph: The "New Zealand Herald" states:— We understand that negotiations which have been in progress for some time past between the directors of the New Zealand Fire and Marine Insurance Company and the New Zealand Accident Insurance Company have resulted in a basis for amalgamation being agreed upon. Resolutions are now being drafted to be placed before the shareholders of both companies, whose confirmation is necessary before the matter can be completed finally. (4, 647, 156, 733)
paragraph: The Party will make their last appearance here to-night, when a complete change of programme "will be given." We would advise all music lovers not to miss the concert. (793, 873, 945, 907)
paragraph: The "Bund," the chief liberal organ, preaches passive resistance until the promises are granted. (477, 167, 629, 185)
paragraph: success. As a colony we are doing very well. Despite occasional mistakes we are travelling along the right lines. Our next aim must be to secure the clean administration of our public affairs. But we still have a long way to go before we shall bead the field. (4, 46, 156, 97)
dateline-source: (Per Press Association). (835, 69, 903, 77)
paragraph: The Minister for Lands stated in the House that if he was asked at the present moment for a block of good agricultural Crown land in the State to accommodate 20 or 30 settlers he could not find it. (319, 613, 471, 648)
subheading: A PIMPLE CROP. (995, 1152, 1059, 1162)
paragraph: The outbreak in the Provinces is gradually subsiding, and traffic is resuming. (477, 120, 629, 138)
subheading: ACCEPTANCES FOR THIRD DAY. (963, 649, 1091, 659)
